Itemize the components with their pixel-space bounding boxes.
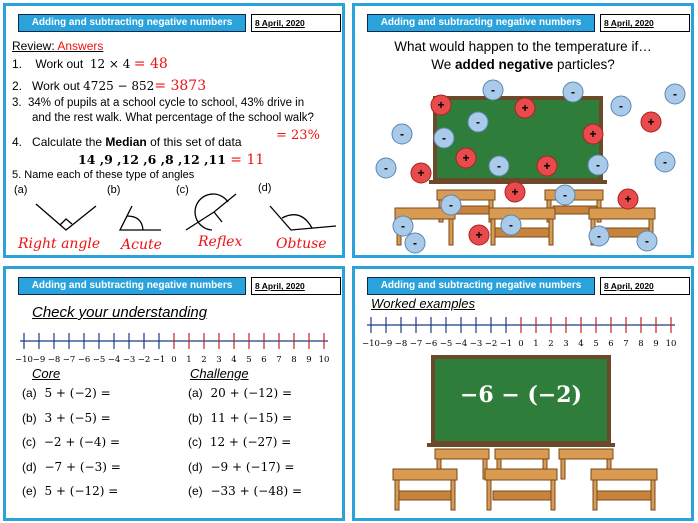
positive-particle: [411, 163, 431, 183]
q1-number: 1.: [12, 57, 23, 71]
review-heading: [12, 39, 103, 53]
challenge-question: [188, 411, 292, 425]
number-line-label: 2: [548, 339, 554, 349]
slide-date: 8 April, 2020: [251, 14, 341, 32]
number-line: [355, 313, 691, 353]
number-line-label: 3: [216, 355, 222, 365]
question-expression: −9 + (−17) =: [206, 459, 295, 474]
negative-particle: [405, 233, 425, 253]
slide-title: Adding and subtracting negative numbers: [367, 14, 595, 32]
q5-number: 5.: [12, 169, 22, 181]
question-expression: 20 + (−12) =: [206, 386, 292, 400]
right-angle-diagram: [36, 204, 96, 230]
positive-particle: [456, 148, 476, 168]
svg-text:+: +: [624, 192, 632, 206]
number-line-label: −5: [439, 339, 453, 349]
slide-worked-examples: [352, 266, 694, 521]
number-line-label: 1: [186, 355, 192, 365]
number-line-label: −6: [77, 355, 91, 365]
svg-text:+: +: [437, 98, 445, 112]
q2-number: 2.: [12, 79, 23, 93]
question-expression: −7 + (−3) =: [40, 459, 121, 474]
question-expression: −2 + (−4) =: [40, 435, 121, 449]
q5-text: Name each of these type of angles: [24, 169, 195, 181]
svg-text:+: +: [462, 151, 470, 165]
svg-text:-: -: [497, 159, 501, 173]
number-line-label: −2: [137, 355, 151, 365]
angle-d-letter: (d): [258, 182, 272, 194]
negative-particle: [434, 128, 454, 148]
positive-particle: [431, 95, 451, 115]
question-1: [12, 56, 168, 72]
number-line-label: −7: [409, 339, 423, 349]
obtuse-angle-diagram: [270, 206, 336, 230]
acute-angle-diagram: [120, 206, 161, 230]
q1-text: Work out: [35, 57, 84, 71]
classroom-illustration: [355, 78, 691, 253]
number-line-label: 4: [231, 355, 237, 365]
question-label: (d): [22, 459, 37, 474]
number-line-label: 9: [306, 355, 312, 365]
q2-text: Work out: [32, 79, 80, 93]
negative-particle: [655, 152, 675, 172]
negative-particle: [555, 185, 575, 205]
question-line-2: [355, 57, 691, 72]
number-line-label: −7: [62, 355, 76, 365]
number-line-label: 10: [318, 355, 330, 365]
angle-a-answer: Right angle: [18, 236, 101, 252]
positive-particle: [469, 225, 489, 245]
number-line-label: 6: [608, 339, 614, 349]
q4-bold: Median: [105, 135, 147, 149]
question-label: (e): [188, 484, 203, 498]
number-line: [6, 329, 342, 369]
svg-text:-: -: [384, 161, 388, 175]
positive-particle: [505, 182, 525, 202]
number-line-label: 6: [261, 355, 267, 365]
question-2: [12, 78, 206, 94]
number-line-label: −1: [499, 339, 513, 349]
slide-review: [3, 3, 345, 258]
answers-label: Answers: [57, 39, 104, 53]
slide-title: Adding and subtracting negative numbers: [18, 277, 246, 295]
svg-text:+: +: [511, 185, 519, 199]
angle-c-answer: Reflex: [198, 234, 243, 250]
angle-b-letter: (b): [107, 184, 121, 196]
number-line-label: −8: [394, 339, 408, 349]
slide-date: 8 April, 2020: [600, 277, 690, 295]
q1-answer: = 48: [133, 56, 168, 72]
svg-text:-: -: [413, 236, 417, 250]
question-expression: 11 + (−15) =: [206, 410, 292, 425]
number-line-label: −8: [47, 355, 61, 365]
challenge-question: [188, 435, 291, 449]
board-expression: −6 − (−2): [459, 382, 583, 408]
negative-particle: [563, 82, 583, 102]
number-line-label: −1: [152, 355, 166, 365]
slide-title: Adding and subtracting negative numbers: [367, 277, 595, 295]
number-line-label: −5: [92, 355, 106, 365]
number-line-label: −9: [32, 355, 46, 365]
question-expression: 5 + (−12) =: [40, 484, 119, 498]
negative-particle: [483, 80, 503, 100]
negative-particle: [468, 112, 488, 132]
slide-temperature: [352, 3, 694, 258]
section-heading: Worked examples: [371, 296, 476, 311]
svg-text:-: -: [509, 218, 513, 232]
desks: [393, 449, 657, 510]
svg-text:-: -: [619, 99, 623, 113]
question-label: (e): [22, 484, 37, 498]
core-question: [22, 386, 111, 400]
q4-answer: = 11: [230, 152, 265, 168]
q3-answer: = 23%: [276, 128, 320, 143]
q4-text-before: Calculate the: [32, 135, 106, 149]
number-line-label: 7: [276, 355, 282, 365]
svg-text:-: -: [449, 198, 453, 212]
svg-text:+: +: [417, 166, 425, 180]
q1-expression: 12 × 4: [89, 57, 131, 71]
svg-text:-: -: [491, 83, 495, 97]
question-label: (b): [22, 410, 37, 425]
core-question: [22, 460, 121, 474]
core-heading: Core: [32, 366, 61, 381]
number-line-label: 9: [653, 339, 659, 349]
svg-text:-: -: [663, 155, 667, 169]
number-line-label: 5: [593, 339, 599, 349]
number-line-label: 5: [246, 355, 252, 365]
svg-text:+: +: [521, 101, 529, 115]
challenge-question: [188, 386, 292, 400]
number-line-label: −9: [379, 339, 393, 349]
number-line-label: 1: [533, 339, 539, 349]
svg-text:-: -: [476, 115, 480, 129]
angle-a-letter: (a): [14, 184, 28, 196]
svg-text:+: +: [543, 159, 551, 173]
number-line-label: −6: [424, 339, 438, 349]
svg-text:-: -: [401, 219, 405, 233]
q4-data-values: 14 ,9 ,12 ,6 ,8 ,12 ,11: [78, 152, 226, 167]
positive-particle: [641, 112, 661, 132]
negative-particle: [376, 158, 396, 178]
svg-text:-: -: [571, 85, 575, 99]
positive-particle: [515, 98, 535, 118]
number-line-label: −10: [15, 355, 33, 365]
angle-d-answer: Obtuse: [276, 236, 327, 252]
number-line-label: 7: [623, 339, 629, 349]
number-line-label: 0: [518, 339, 524, 349]
core-question: [22, 484, 118, 498]
svg-text:-: -: [442, 131, 446, 145]
question-line-1: What would happen to the temperature if…: [394, 39, 652, 54]
number-line-label: 2: [201, 355, 207, 365]
negative-particle: [489, 156, 509, 176]
core-question: [22, 435, 120, 449]
review-label: Review:: [12, 39, 55, 53]
negative-particle: [588, 155, 608, 175]
question-4: [12, 135, 242, 149]
positive-particle: [618, 189, 638, 209]
q2-answer: = 3873: [154, 78, 207, 94]
positive-particle: [537, 156, 557, 176]
question-pre: We: [431, 57, 455, 72]
negative-particle: [393, 216, 413, 236]
svg-text:-: -: [645, 234, 649, 248]
challenge-question: [188, 484, 302, 498]
svg-text:-: -: [563, 188, 567, 202]
question-expression: 3 + (−5) =: [40, 410, 111, 425]
slide-date: 8 April, 2020: [600, 14, 690, 32]
challenge-heading: Challenge: [190, 366, 249, 381]
number-line-label: −4: [454, 339, 468, 349]
question-3-line-2: and the rest walk. What percentage of the school walk?: [32, 112, 314, 124]
question-3-line-1: [12, 97, 304, 109]
question-label: (c): [188, 435, 202, 449]
question-expression: −33 + (−48) =: [206, 484, 303, 498]
section-heading: Check your understanding: [32, 304, 208, 321]
question-label: (a): [22, 386, 37, 400]
slide-check-understanding: [3, 266, 345, 521]
q2-expression: 4725 − 852: [83, 79, 155, 93]
svg-text:-: -: [400, 127, 404, 141]
negative-particle: [392, 124, 412, 144]
svg-text:-: -: [596, 158, 600, 172]
number-line-label: −3: [122, 355, 136, 365]
question-bold: added negative: [454, 57, 554, 72]
q3-number: 3.: [12, 97, 22, 109]
question-label: (d): [188, 459, 203, 474]
number-line-label: 0: [171, 355, 177, 365]
challenge-question: [188, 460, 294, 474]
number-line-label: 4: [578, 339, 584, 349]
desks: [395, 190, 655, 245]
negative-particle: [589, 226, 609, 246]
svg-text:-: -: [673, 87, 677, 101]
angle-b-answer: Acute: [121, 237, 162, 253]
svg-text:-: -: [597, 229, 601, 243]
svg-text:+: +: [475, 228, 483, 242]
negative-particle: [665, 84, 685, 104]
q4-data: [78, 152, 264, 168]
question-label: (a): [188, 386, 203, 400]
slide-date: 8 April, 2020: [251, 277, 341, 295]
negative-particle: [501, 215, 521, 235]
svg-text:+: +: [647, 115, 655, 129]
number-line-label: 3: [563, 339, 569, 349]
negative-particle: [611, 96, 631, 116]
q3-text-1: 34% of pupils at a school cycle to school, 43% drive in: [27, 97, 305, 109]
question-5: [12, 169, 194, 181]
q4-text-after: of this set of data: [146, 135, 242, 149]
reflex-angle-diagram: [186, 194, 236, 230]
question-expression: 12 + (−27) =: [206, 435, 292, 449]
slide-title: Adding and subtracting negative numbers: [18, 14, 246, 32]
svg-text:+: +: [589, 127, 597, 141]
number-line-label: −3: [469, 339, 483, 349]
number-line-label: −2: [484, 339, 498, 349]
number-line-label: 10: [665, 339, 677, 349]
core-question: [22, 411, 111, 425]
q4-number: 4.: [12, 135, 23, 149]
negative-particle: [441, 195, 461, 215]
question-label: (c): [22, 435, 36, 449]
positive-particle: [583, 124, 603, 144]
chalkboard-ledge: [427, 443, 615, 447]
number-line-label: −10: [362, 339, 380, 349]
question-label: (b): [188, 410, 203, 425]
number-line-label: −4: [107, 355, 121, 365]
number-line-label: 8: [638, 339, 644, 349]
angle-c-letter: (c): [176, 184, 189, 196]
question-post: particles?: [553, 57, 615, 72]
number-line-label: 8: [291, 355, 297, 365]
question-expression: 5 + (−2) =: [40, 386, 111, 400]
negative-particle: [637, 231, 657, 251]
classroom-illustration: [355, 351, 691, 521]
